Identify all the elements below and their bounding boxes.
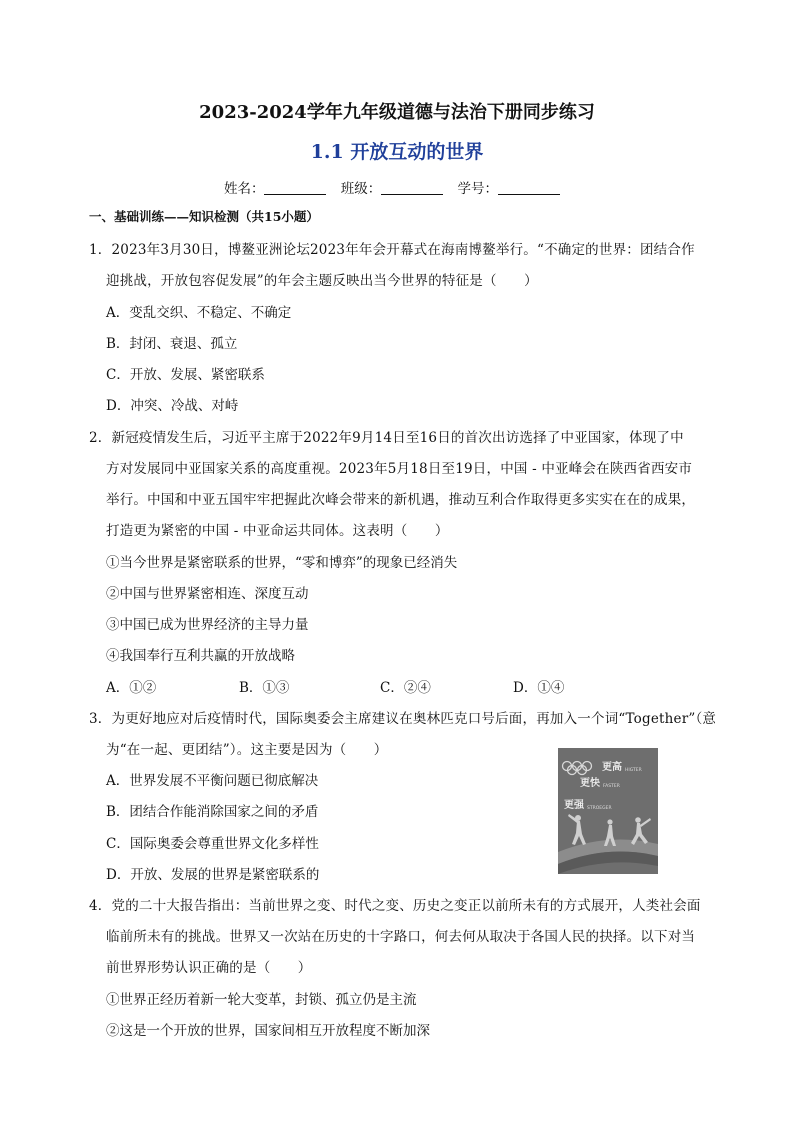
motto-faster-cn: 更快 — [580, 778, 600, 789]
q4-stem-line1: 4．党的二十大报告指出：当前世界之变、时代之变、历史之变正以前所未有的方式展开，人类社会面 — [89, 898, 701, 914]
q2-option-a: A．①② — [106, 680, 157, 696]
class-blank[interactable] — [381, 180, 443, 195]
q3-option-d: D．开放、发展的世界是紧密联系的 — [106, 867, 320, 883]
q4-stem-line2: 临前所未有的挑战。世界又一次站在历史的十字路口，何去何从取决于各国人民的抉择。以下对当 — [106, 929, 696, 945]
q3-option-a: A．世界发展不平衡问题已彻底解决 — [106, 773, 319, 789]
q2-option-c: C．②④ — [380, 680, 431, 696]
q3-option-c: C．国际奥委会尊重世界文化多样性 — [106, 836, 319, 852]
motto-higher-en: HIGTER — [625, 768, 642, 773]
motto-stronger-cn: 更强 — [564, 800, 584, 811]
q2-statement-3: ③中国已成为世界经济的主导力量 — [106, 617, 309, 633]
q2-option-b: B．①③ — [239, 680, 290, 696]
document-title: 2023-2024学年九年级道德与法治下册同步练习 — [199, 102, 595, 123]
q4-stem-line3: 前世界形势认识正确的是（ ） — [106, 960, 312, 976]
class-label: 班级： — [340, 181, 382, 197]
q2-statement-1: ①当今世界是紧密联系的世界，“零和博弈”的现象已经消失 — [106, 555, 458, 571]
q3-stem-line2: 为“在一起、更团结”）。这主要是因为（ ） — [106, 742, 388, 758]
q4-statement-1: ①世界正经历着新一轮大变革，封锁、孤立仍是主流 — [106, 992, 417, 1008]
student-info-row — [0, 177, 794, 197]
name-label: 姓名： — [223, 181, 265, 197]
q2-stem-line3: 举行。中国和中亚五国牢牢把握此次峰会带来的新机遇，推动互利合作取得更多实实在在的成果， — [106, 492, 696, 508]
q2-stem-line2: 方对发展同中亚国家关系的高度重视。2023年5月18日至19日，中国 - 中亚峰会在陕西省西安市 — [106, 461, 693, 477]
lesson-subtitle: 1.1 开放互动的世界 — [310, 141, 484, 163]
q2-stem-line1: 2．新冠疫情发生后，习近平主席于2022年9月14日至16日的首次出访选择了中亚国家，体现了中 — [89, 430, 684, 446]
q2-statement-2: ②中国与世界紧密相连、深度互动 — [106, 586, 309, 602]
q3-option-b: B．团结合作能消除国家之间的矛盾 — [106, 804, 319, 820]
q1-option-d: D．冲突、冷战、对峙 — [106, 398, 239, 414]
q3-stem-line1: 3．为更好地应对后疫情时代，国际奥委会主席建议在奥林匹克口号后面，再加入一个词“Together”（意 — [89, 711, 717, 727]
q2-option-d: D．①④ — [513, 680, 565, 696]
motto-higher-cn: 更高 — [602, 762, 622, 773]
q2-stem-line4: 打造更为紧密的中国 - 中亚命运共同体。这表明（ ） — [106, 523, 449, 539]
q1-stem-line1: 1．2023年3月30日，博鳌亚洲论坛2023年年会开幕式在海南博鳌举行。“不确定的世界：团结合作 — [89, 242, 695, 258]
olympic-motto-illustration — [558, 748, 658, 874]
q2-statement-4: ④我国奉行互利共赢的开放战略 — [106, 648, 295, 664]
motto-faster-en: FASTER — [603, 784, 620, 789]
q1-option-c: C．开放、发展、紧密联系 — [106, 367, 265, 383]
name-blank[interactable] — [264, 180, 326, 195]
q1-option-a: A．变乱交织、不稳定、不确定 — [106, 305, 292, 321]
olympic-motto-image — [558, 748, 658, 874]
motto-stronger-en: STROEGER — [587, 806, 612, 811]
q1-stem-line2: 迎挑战，开放包容促发展”的年会主题反映出当今世界的特征是（ ） — [106, 273, 538, 289]
id-blank[interactable] — [498, 180, 560, 195]
id-label: 学号： — [457, 181, 499, 197]
section-heading: 一、基础训练——知识检测（共15小题） — [89, 209, 319, 224]
q4-statement-2: ②这是一个开放的世界，国家间相互开放程度不断加深 — [106, 1023, 430, 1039]
q1-option-b: B．封闭、衰退、孤立 — [106, 336, 238, 352]
